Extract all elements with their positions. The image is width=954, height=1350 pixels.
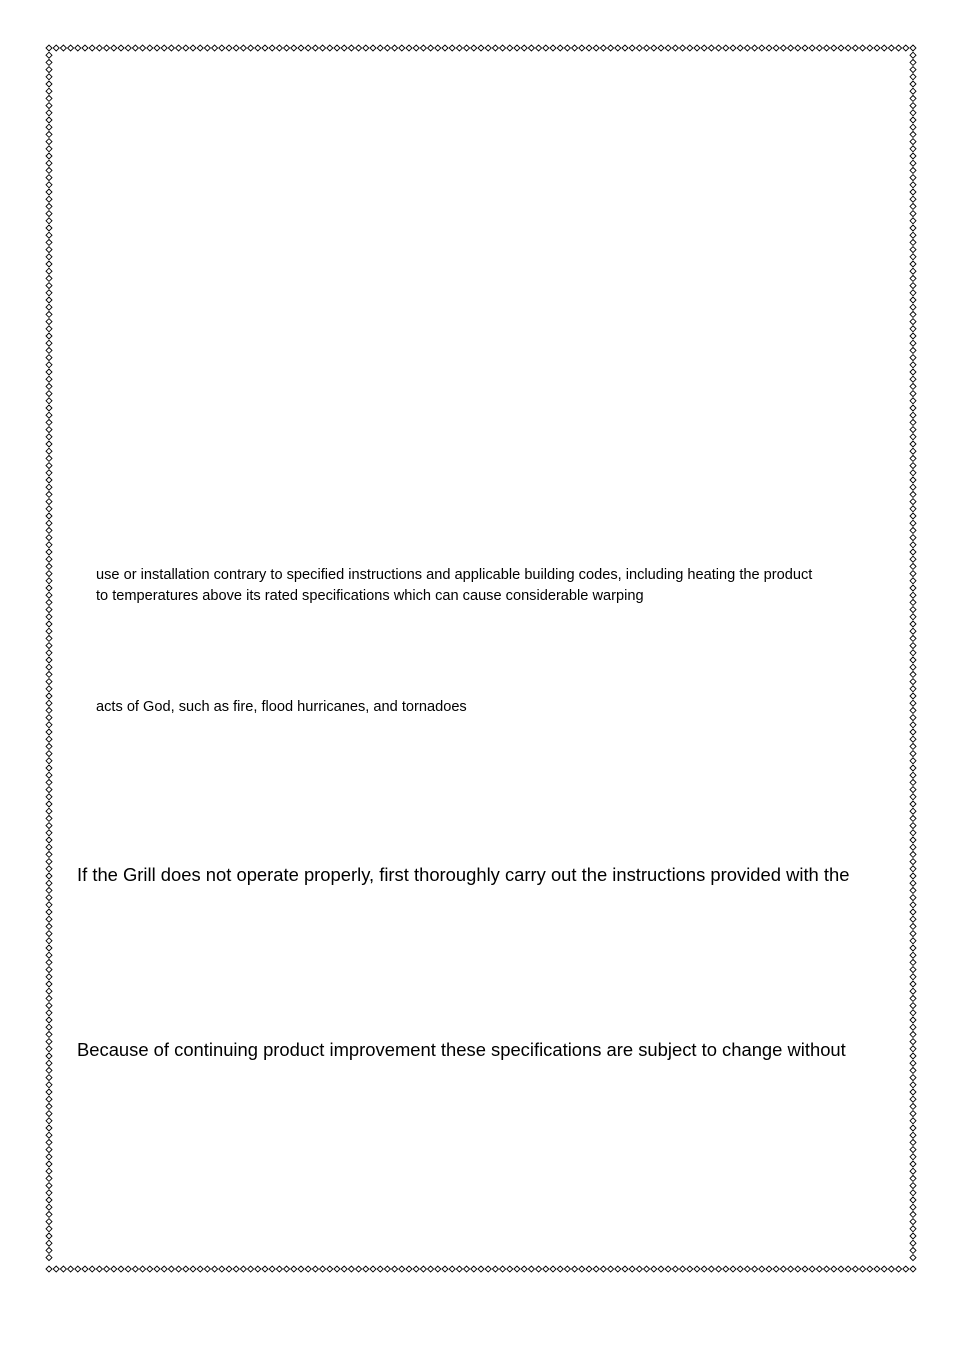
diamond-chain-border [44, 43, 918, 1274]
decorative-page-border [44, 43, 918, 1274]
operation-notice-paragraph: If the Grill does not operate properly, first thoroughly carry out the instructions provided with the [77, 864, 850, 885]
acts-of-god-clause: acts of God, such as fire, flood hurricanes, and tornadoes [96, 699, 467, 715]
misuse-clause-line-2: to temperatures above its rated specifications which can cause considerable warping [96, 588, 644, 604]
border-diamond-chain [46, 45, 916, 1272]
misuse-clause-line-1: use or installation contrary to specified instructions and applicable building codes, including heating the product [96, 567, 813, 583]
specifications-notice-paragraph: Because of continuing product improvement these specifications are subject to change without [77, 1039, 846, 1060]
